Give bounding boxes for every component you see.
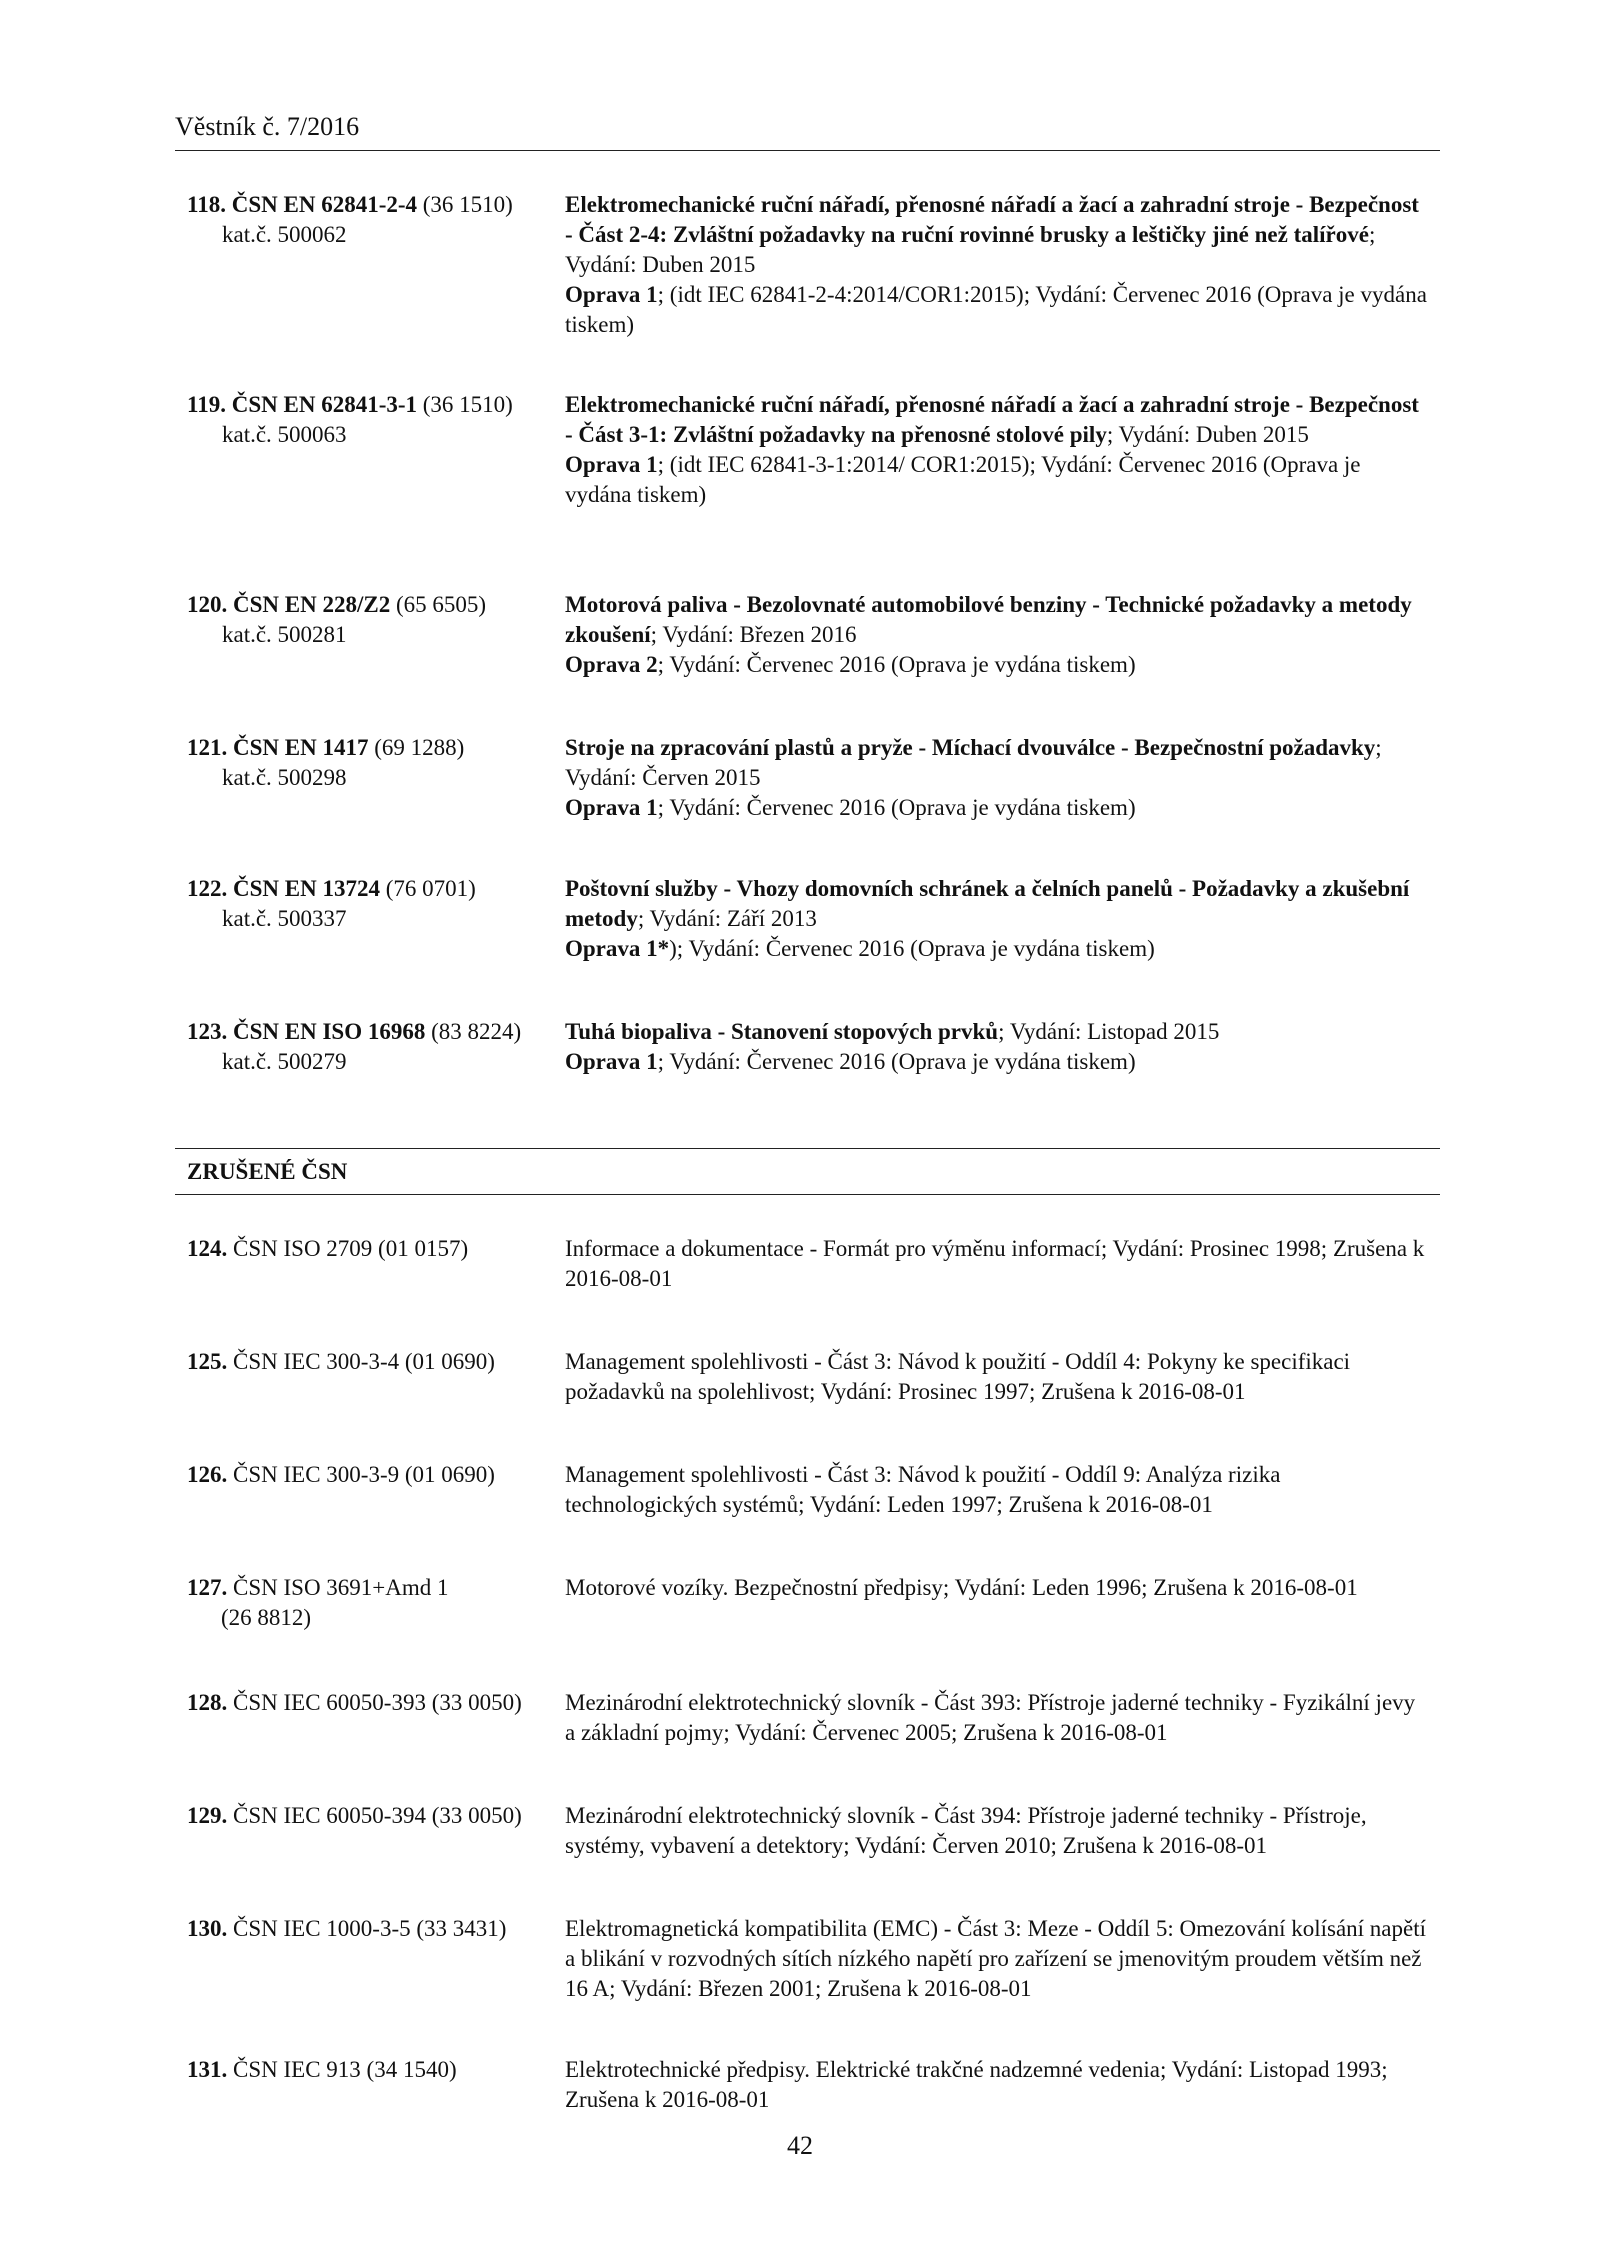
entry-number: 118. bbox=[187, 192, 226, 217]
classification-code: (36 1510) bbox=[417, 392, 513, 417]
standard-code: ČSN EN 62841-2-4 bbox=[231, 192, 418, 217]
entry-description bbox=[565, 733, 1427, 823]
entry-number: 123. bbox=[187, 1019, 228, 1044]
entry-id bbox=[187, 1914, 567, 1944]
entry-id bbox=[187, 1573, 567, 1633]
entry-description: Elektromagnetická kompatibilita (EMC) - Část 3: Meze - Oddíl 5: Omezování kolísání napětí a blikání v rozvodných sítích nízkého napětí pro zařízení se jmenovitým proudem větším než 16 A; Vydání: Březen 2001; Zrušena k 2016-08-01 bbox=[565, 1916, 1427, 2001]
entry-number: 126. bbox=[187, 1462, 228, 1487]
issue-date: ; Vydání: Duben 2015 bbox=[1106, 422, 1309, 447]
entry-number: 119. bbox=[187, 392, 226, 417]
entry-description: Management spolehlivosti - Část 3: Návod k použití - Oddíl 4: Pokyny ke specifikaci požadavků na spolehlivost; Vydání: Prosinec 1997; Zrušena k 2016-08-01 bbox=[565, 1349, 1351, 1404]
catalog-number: kat.č. 500298 bbox=[222, 765, 347, 790]
entry-number: 121. bbox=[187, 735, 228, 760]
correction-label: Oprava 1 bbox=[565, 1049, 658, 1074]
classification-code: (76 0701) bbox=[379, 876, 476, 901]
classification-code: (83 8224) bbox=[425, 1019, 522, 1044]
classification-code: (65 6505) bbox=[390, 592, 487, 617]
section-title: ZRUŠENÉ ČSN bbox=[187, 1159, 348, 1184]
correction-label: Oprava 1 bbox=[565, 795, 658, 820]
entry-number: 130. bbox=[187, 1916, 228, 1941]
entry-id bbox=[187, 2055, 567, 2085]
entry-id bbox=[187, 1017, 567, 1077]
standard-title: Motorová paliva - Bezolovnaté automobilové benziny - Technické požadavky a metody zkoušení bbox=[565, 592, 1412, 647]
entry-id bbox=[187, 1688, 567, 1718]
entry-description: Elektrotechnické předpisy. Elektrické trakčné nadzemné vedenia; Vydání: Listopad 1993; Zrušena k 2016-08-01 bbox=[565, 2057, 1388, 2112]
standard-code: ČSN ISO 3691+Amd 1 bbox=[227, 1575, 449, 1600]
standard-code: ČSN IEC 300-3-9 (01 0690) bbox=[227, 1462, 495, 1487]
entry-id bbox=[187, 1460, 567, 1490]
issue-date: ; Vydání: Listopad 2015 bbox=[998, 1019, 1220, 1044]
classification-code: (69 1288) bbox=[368, 735, 465, 760]
entry-id bbox=[187, 190, 567, 250]
entry-number: 124. bbox=[187, 1236, 228, 1261]
entry-description: Informace a dokumentace - Formát pro výměnu informací; Vydání: Prosinec 1998; Zrušena k 2016-08-01 bbox=[565, 1236, 1425, 1291]
standard-code: ČSN EN 228/Z2 bbox=[233, 592, 391, 617]
catalog-number: kat.č. 500281 bbox=[222, 622, 347, 647]
standard-title: Elektromechanické ruční nářadí, přenosné nářadí a žací a zahradní stroje - Bezpečnost - Část 2-4: Zvláštní požadavky na ruční rovinné brusky a leštičky jiné než talířové bbox=[565, 192, 1419, 247]
entry-description: Mezinárodní elektrotechnický slovník - Část 393: Přístroje jaderné techniky - Fyzikální jevy a základní pojmy; Vydání: Červenec 2005; Zrušena k 2016-08-01 bbox=[565, 1690, 1416, 1745]
page-number: 42 bbox=[787, 2131, 813, 2160]
entry-id bbox=[187, 1801, 567, 1831]
standard-code: ČSN EN 62841-3-1 bbox=[231, 392, 418, 417]
entry-id bbox=[187, 874, 567, 934]
entry-description: Motorové vozíky. Bezpečnostní předpisy; Vydání: Leden 1996; Zrušena k 2016-08-01 bbox=[565, 1575, 1358, 1600]
standard-code: ČSN IEC 300-3-4 (01 0690) bbox=[227, 1349, 495, 1374]
standard-code: ČSN IEC 60050-393 (33 0050) bbox=[227, 1690, 522, 1715]
catalog-number: kat.č. 500062 bbox=[222, 222, 347, 247]
entry-description bbox=[565, 390, 1427, 510]
correction-details: ; Vydání: Červenec 2016 (Oprava je vydána tiskem) bbox=[657, 1049, 1136, 1074]
entry-description bbox=[565, 590, 1427, 680]
entry-number: 129. bbox=[187, 1803, 228, 1828]
issue-date: ; Vydání: Září 2013 bbox=[637, 906, 817, 931]
entry-id bbox=[187, 1234, 567, 1264]
correction-label: Oprava 1 bbox=[565, 452, 658, 477]
correction-details: ; Vydání: Červenec 2016 (Oprava je vydána tiskem) bbox=[657, 652, 1136, 677]
correction-details: ; (idt IEC 62841-3-1:2014/ COR1:2015); Vydání: Červenec 2016 (Oprava je vydána tiskem) bbox=[565, 452, 1361, 507]
entry-id bbox=[187, 390, 567, 450]
section-cancelled-header bbox=[175, 1148, 1440, 1195]
entry-number: 120. bbox=[187, 592, 228, 617]
entry-number: 125. bbox=[187, 1349, 228, 1374]
issue-date: ; Vydání: Březen 2016 bbox=[650, 622, 857, 647]
journal-title: Věstník č. 7/2016 bbox=[175, 112, 360, 141]
entry-id bbox=[187, 733, 567, 793]
entry-id bbox=[187, 1347, 567, 1377]
entry-number: 128. bbox=[187, 1690, 228, 1715]
correction-details: ); Vydání: Červenec 2016 (Oprava je vydána tiskem) bbox=[669, 936, 1155, 961]
page-header bbox=[175, 112, 1440, 151]
entry-id bbox=[187, 590, 567, 650]
entry-number: 131. bbox=[187, 2057, 228, 2082]
correction-label: Oprava 1 bbox=[565, 282, 658, 307]
issue-date: ; Vydání: Červen 2015 bbox=[565, 735, 1382, 790]
correction-label: Oprava 2 bbox=[565, 652, 658, 677]
classification-code: (26 8812) bbox=[221, 1605, 312, 1630]
catalog-number: kat.č. 500337 bbox=[222, 906, 347, 931]
standard-title: Elektromechanické ruční nářadí, přenosné nářadí a žací a zahradní stroje - Bezpečnost - Část 3-1: Zvláštní požadavky na přenosné stolové pily bbox=[565, 392, 1419, 447]
entry-description bbox=[565, 874, 1427, 964]
standard-code: ČSN EN 1417 bbox=[233, 735, 369, 760]
entry-number: 127. bbox=[187, 1575, 228, 1600]
entry-number: 122. bbox=[187, 876, 228, 901]
standard-code: ČSN IEC 913 (34 1540) bbox=[227, 2057, 457, 2082]
classification-code: (36 1510) bbox=[417, 192, 513, 217]
standard-code: ČSN IEC 1000-3-5 (33 3431) bbox=[227, 1916, 507, 1941]
standard-code: ČSN ISO 2709 (01 0157) bbox=[227, 1236, 469, 1261]
correction-label: Oprava 1* bbox=[565, 936, 670, 961]
correction-details: ; (idt IEC 62841-2-4:2014/COR1:2015); Vydání: Červenec 2016 (Oprava je vydána tiskem) bbox=[565, 282, 1427, 337]
standard-code: ČSN IEC 60050-394 (33 0050) bbox=[227, 1803, 522, 1828]
standard-code: ČSN EN 13724 bbox=[233, 876, 380, 901]
catalog-number: kat.č. 500279 bbox=[222, 1049, 347, 1074]
standard-title: Stroje na zpracování plastů a pryže - Míchací dvouválce - Bezpečnostní požadavky bbox=[565, 735, 1376, 760]
standard-title: Poštovní služby - Vhozy domovních schránek a čelních panelů - Požadavky a zkušební metody bbox=[565, 876, 1410, 931]
catalog-number: kat.č. 500063 bbox=[222, 422, 347, 447]
issue-date: ; Vydání: Duben 2015 bbox=[565, 222, 1376, 277]
standard-code: ČSN EN ISO 16968 bbox=[233, 1019, 426, 1044]
correction-details: ; Vydání: Červenec 2016 (Oprava je vydána tiskem) bbox=[657, 795, 1136, 820]
entry-description: Mezinárodní elektrotechnický slovník - Část 394: Přístroje jaderné techniky - Přístroje, systémy, vybavení a detektory; Vydání: Červen 2010; Zrušena k 2016-08-01 bbox=[565, 1803, 1367, 1858]
standard-title: Tuhá biopaliva - Stanovení stopových prvků bbox=[565, 1019, 999, 1044]
entry-description bbox=[565, 190, 1427, 340]
entry-description bbox=[565, 1017, 1427, 1077]
entry-description: Management spolehlivosti - Část 3: Návod k použití - Oddíl 9: Analýza rizika technologických systémů; Vydání: Leden 1997; Zrušena k 2016-08-01 bbox=[565, 1462, 1281, 1517]
